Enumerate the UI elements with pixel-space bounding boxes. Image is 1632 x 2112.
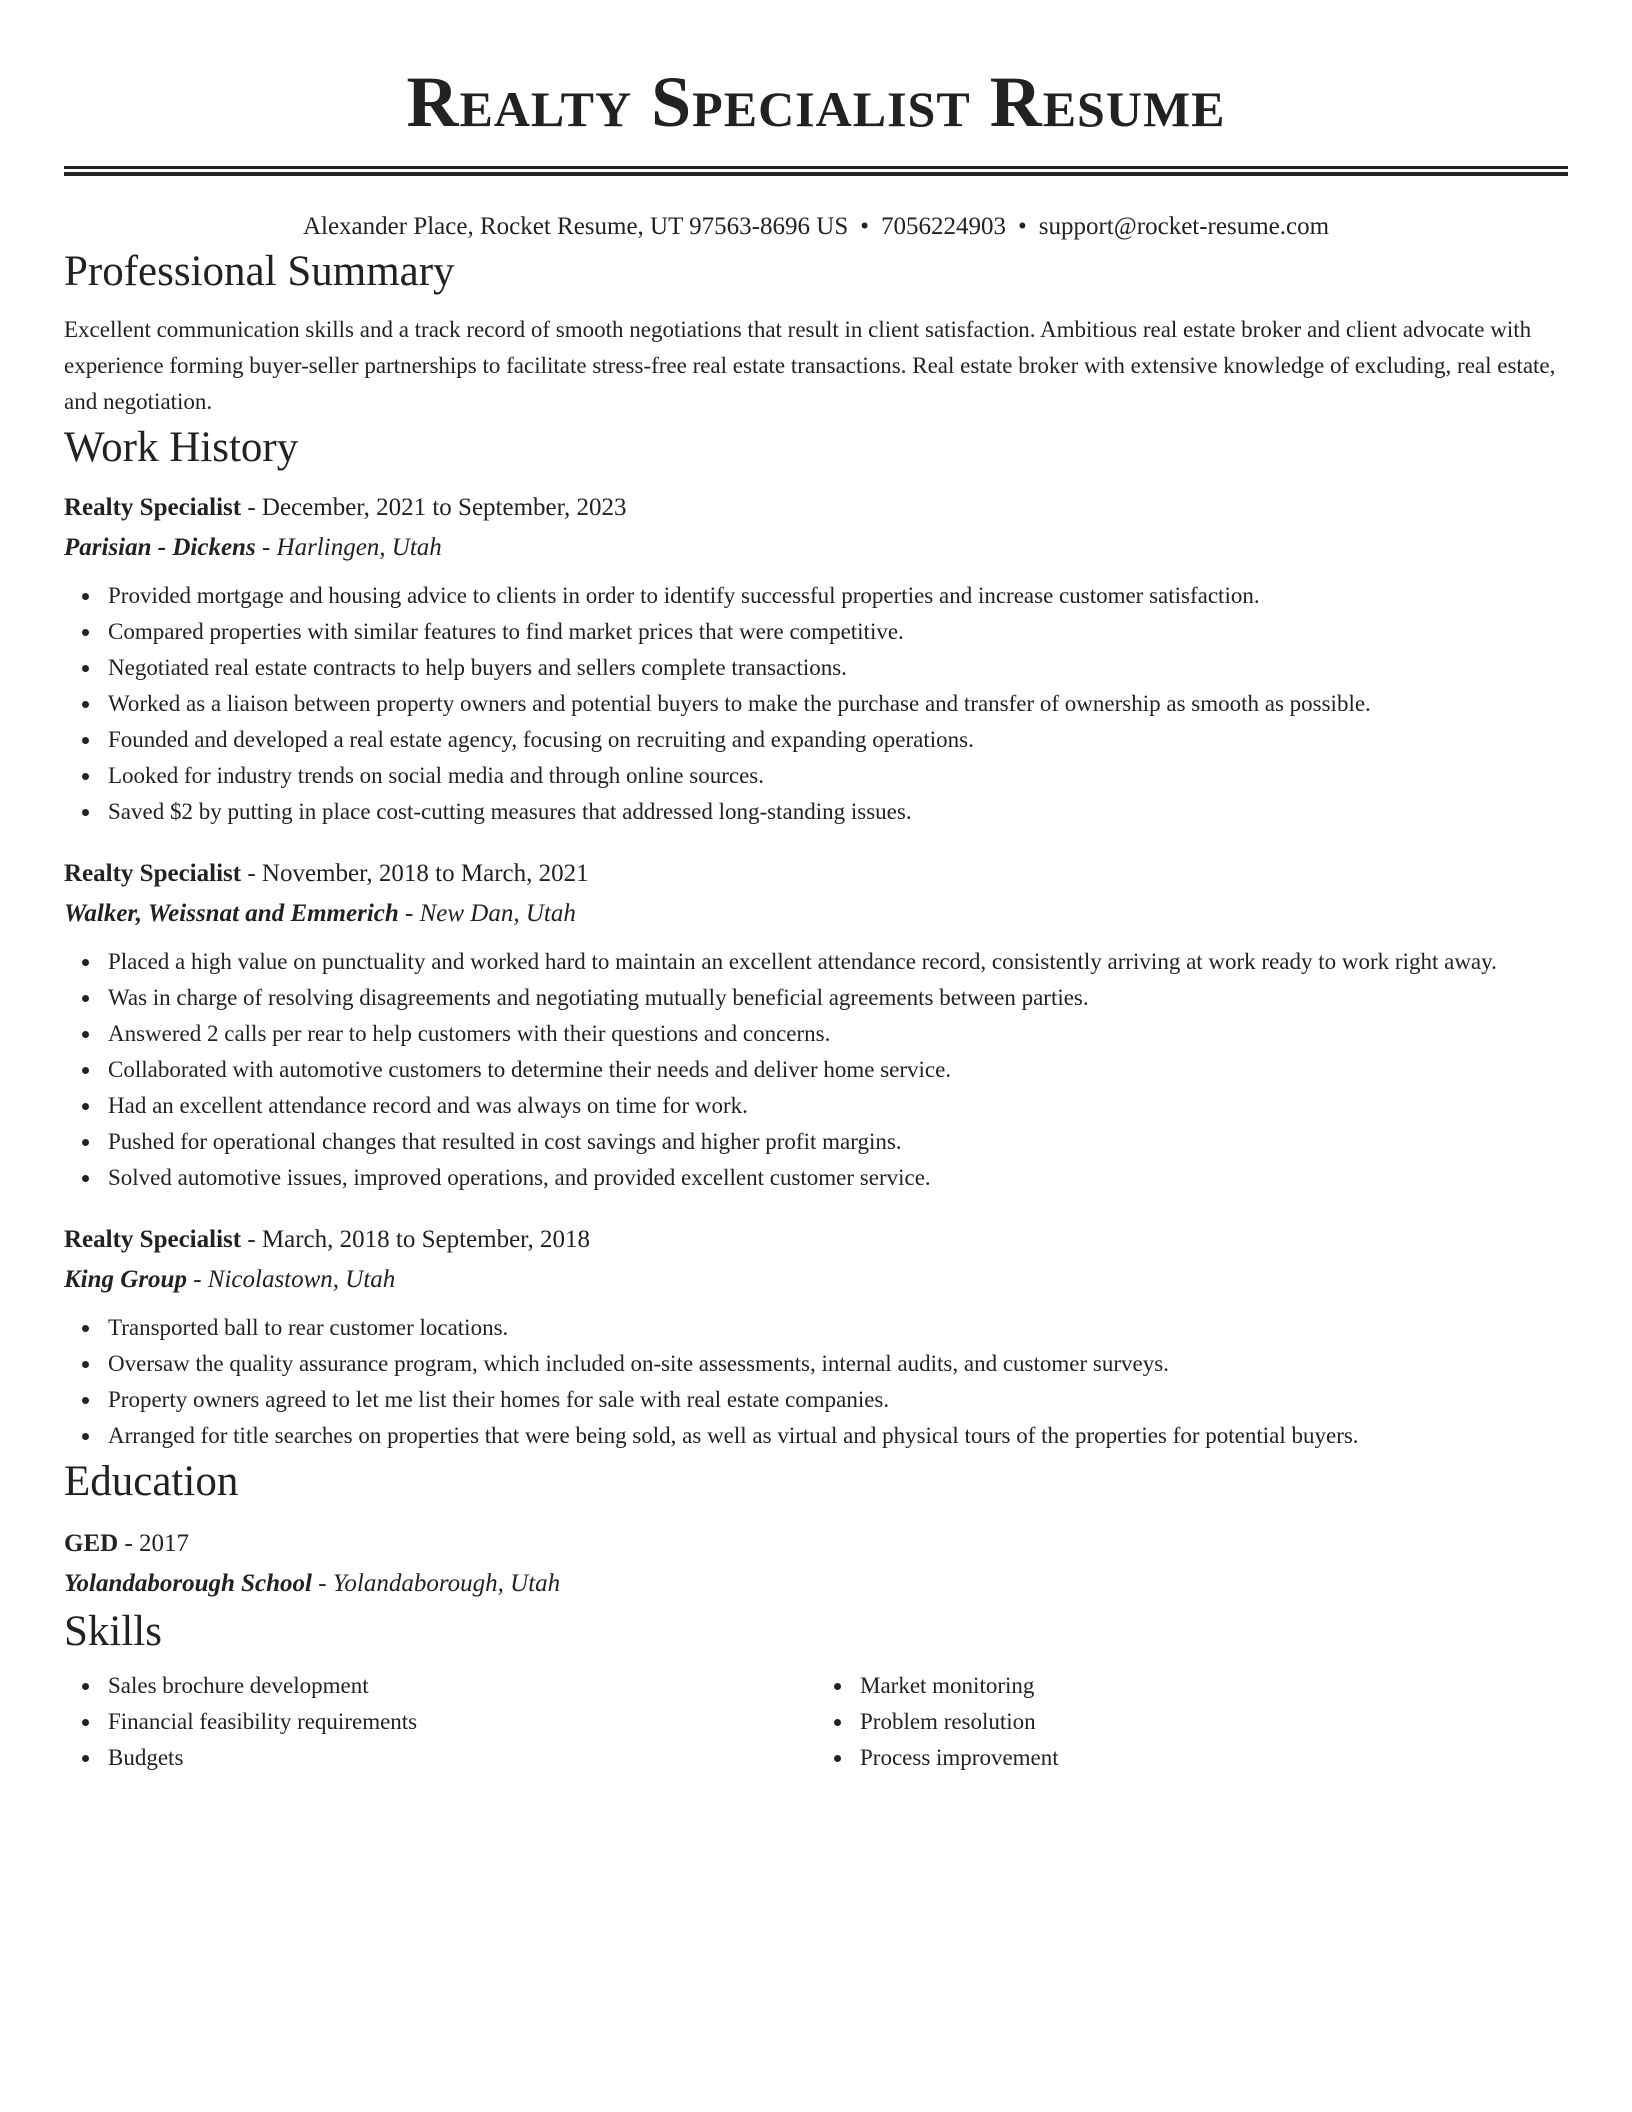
list-item: Placed a high value on punctuality and worked hard to maintain an excellent attendance record, consistently arriving at work ready to work right away. <box>108 944 1568 980</box>
education-heading: Education <box>64 1458 239 1505</box>
job-entry <box>64 488 1568 830</box>
list-item: Saved $2 by putting in place cost-cutting measures that addressed long-standing issues. <box>108 794 1568 830</box>
job-entry <box>64 1220 1568 1454</box>
job-dates: - November, 2018 to March, 2021 <box>241 860 589 887</box>
job-duties-list <box>64 1310 1568 1454</box>
list-item: Collaborated with automotive customers to determine their needs and deliver home service. <box>108 1052 1568 1088</box>
list-item: Answered 2 calls per rear to help customers with their questions and concerns. <box>108 1016 1568 1052</box>
job-title: Realty Specialist <box>64 860 242 887</box>
education-year: - 2017 <box>118 1530 190 1557</box>
list-item: Property owners agreed to let me list their homes for sale with real estate companies. <box>108 1382 1568 1418</box>
summary-text: Excellent communication skills and a track record of smooth negotiations that result in client satisfaction. Ambitious real estate broker and client advocate with experience forming buyer-seller partnerships to facilitate stress-free real estate transactions. Real estate broker with extensive knowledge of excluding, real estate, and negotiation. <box>64 317 1556 414</box>
education-school: Yolandaborough School <box>64 1570 312 1597</box>
job-duties-list <box>64 944 1568 1196</box>
skills-heading: Skills <box>64 1608 162 1655</box>
list-item: Problem resolution <box>860 1704 1568 1740</box>
list-item: Looked for industry trends on social media and through online sources. <box>108 758 1568 794</box>
education-degree-line <box>64 1524 1568 1564</box>
list-item: Financial feasibility requirements <box>108 1704 816 1740</box>
list-item: Budgets <box>108 1740 816 1776</box>
job-location: - New Dan, Utah <box>398 900 576 927</box>
list-item: Worked as a liaison between property owners and potential buyers to make the purchase and transfer of ownership as smooth as possible. <box>108 686 1568 722</box>
job-title: Realty Specialist <box>64 494 242 521</box>
list-item: Pushed for operational changes that resulted in cost savings and higher profit margins. <box>108 1124 1568 1160</box>
job-title-line <box>64 1220 1568 1260</box>
job-company-line <box>64 894 1568 934</box>
job-duties-list <box>64 578 1568 830</box>
job-title: Realty Specialist <box>64 1226 242 1253</box>
education-school-line <box>64 1564 1568 1604</box>
job-title-line <box>64 854 1568 894</box>
contact-phone: 7056224903 <box>880 213 1006 240</box>
job-dates: - March, 2018 to September, 2018 <box>241 1226 591 1253</box>
skills-list-left <box>64 1668 816 1776</box>
list-item: Arranged for title searches on properties that were being sold, as well as virtual and physical tours of the properties for potential buyers. <box>108 1418 1568 1454</box>
work-history-heading: Work History <box>64 424 299 471</box>
job-company: Parisian - Dickens <box>64 534 256 561</box>
contact-separator: • <box>860 213 869 240</box>
summary-heading: Professional Summary <box>64 248 455 295</box>
contact-line <box>64 210 1568 244</box>
job-location: - Nicolastown, Utah <box>186 1266 396 1293</box>
contact-separator: • <box>1017 213 1027 240</box>
contact-email: support@rocket-resume.com <box>1038 213 1330 240</box>
job-company-line <box>64 528 1568 568</box>
list-item: Solved automotive issues, improved operations, and provided excellent customer service. <box>108 1160 1568 1196</box>
contact-address: Alexander Place, Rocket Resume, UT 97563-8696 US <box>302 213 849 240</box>
title-double-rule <box>64 166 1568 176</box>
list-item: Negotiated real estate contracts to help buyers and sellers complete transactions. <box>108 650 1568 686</box>
job-company-line <box>64 1260 1568 1300</box>
skills-list-right <box>816 1668 1568 1776</box>
list-item: Market monitoring <box>860 1668 1568 1704</box>
list-item: Compared properties with similar features to find market prices that were competitive. <box>108 614 1568 650</box>
list-item: Sales brochure development <box>108 1668 816 1704</box>
job-location: - Harlingen, Utah <box>255 534 442 561</box>
list-item: Transported ball to rear customer locations. <box>108 1310 1568 1346</box>
list-item: Founded and developed a real estate agency, focusing on recruiting and expanding operations. <box>108 722 1568 758</box>
education-location: - Yolandaborough, Utah <box>312 1570 561 1597</box>
job-company: King Group <box>64 1266 187 1293</box>
list-item: Had an excellent attendance record and was always on time for work. <box>108 1088 1568 1124</box>
education-entry <box>64 1524 1568 1604</box>
resume-title: Realty Specialist Resume <box>406 62 1226 142</box>
job-dates: - December, 2021 to September, 2023 <box>241 494 627 521</box>
list-item: Was in charge of resolving disagreements and negotiating mutually beneficial agreements between parties. <box>108 980 1568 1016</box>
job-title-line <box>64 488 1568 528</box>
list-item: Process improvement <box>860 1740 1568 1776</box>
job-company: Walker, Weissnat and Emmerich <box>64 900 399 927</box>
list-item: Oversaw the quality assurance program, which included on-site assessments, internal audits, and customer surveys. <box>108 1346 1568 1382</box>
job-entry <box>64 854 1568 1196</box>
skills-columns <box>64 1668 1568 1776</box>
list-item: Provided mortgage and housing advice to clients in order to identify successful properties and increase customer satisfaction. <box>108 578 1568 614</box>
education-degree: GED <box>64 1530 119 1557</box>
